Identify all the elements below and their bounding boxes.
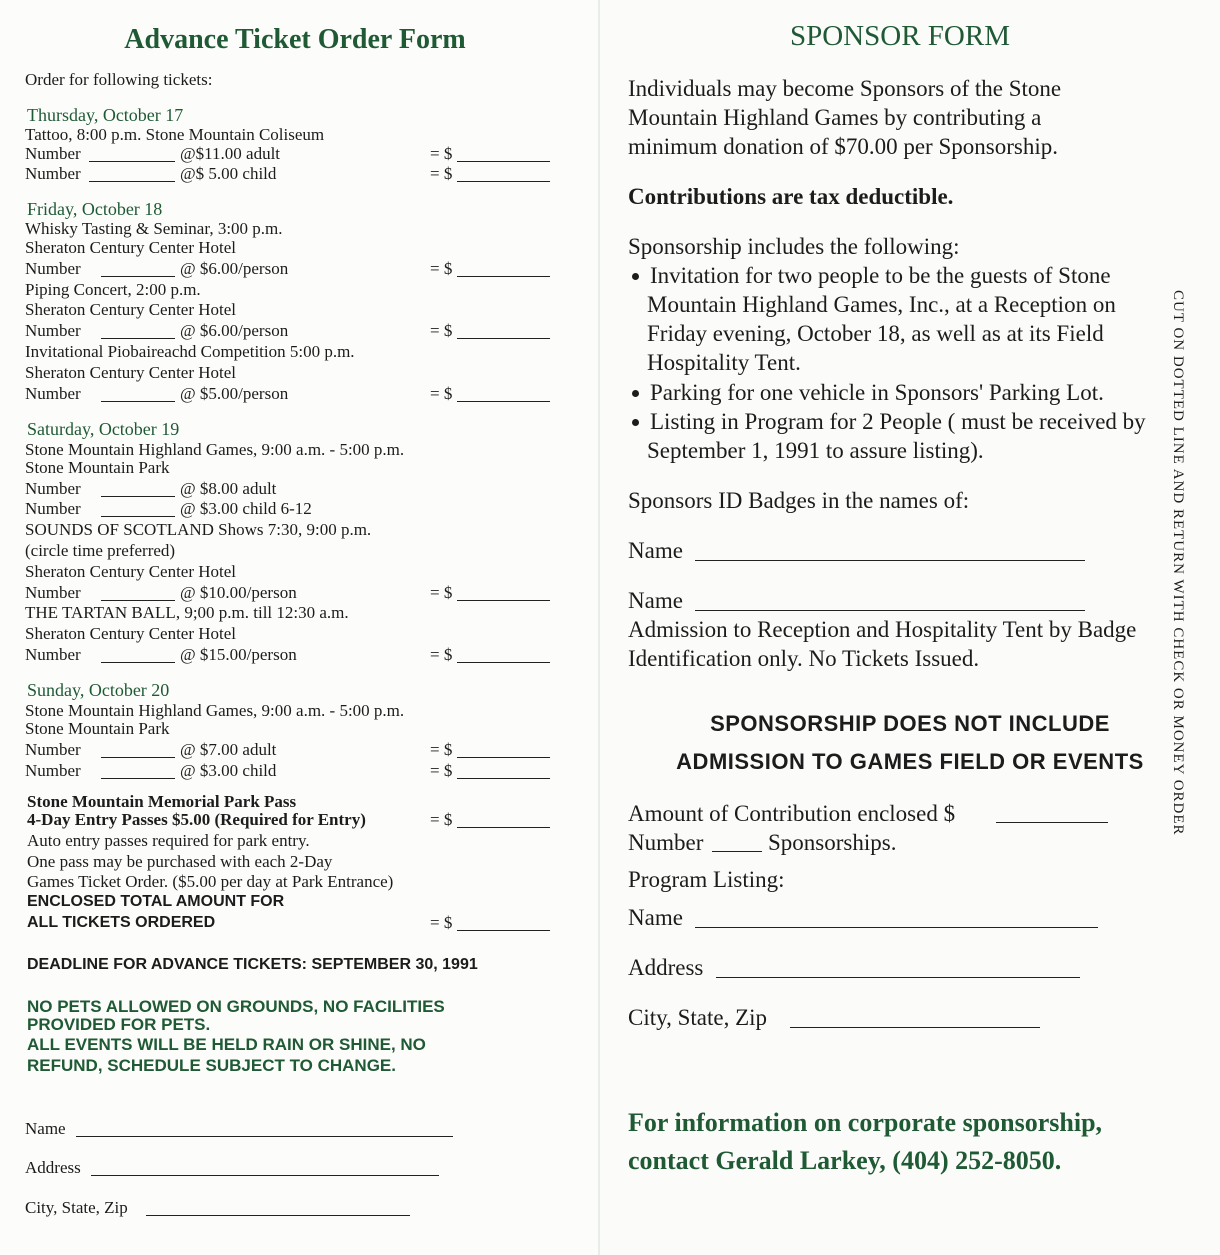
badge-name-field-2[interactable] [695, 610, 1085, 611]
order-row-label: Number [25, 259, 81, 278]
order-row-price: @$ 5.00 child [180, 164, 277, 183]
total-field[interactable] [457, 181, 550, 182]
saturday-event-2: SOUNDS OF SCOTLAND Shows 7:30, 9:00 p.m. [25, 520, 372, 539]
listing-city-field[interactable] [790, 1027, 1040, 1028]
order-row-label: Number [25, 740, 81, 759]
total-field[interactable] [457, 757, 550, 758]
listing-address-label: Address [628, 955, 704, 980]
order-row-total-label: = $ [430, 259, 453, 278]
park-pass-note-2: One pass may be purchased with each 2-Day [27, 852, 333, 871]
bullet-1-line-3: Friday evening, October 18, as well as at its Field [647, 321, 1104, 346]
sponsor-intro-line-3: minimum donation of $70.00 per Sponsorship. [628, 134, 1058, 159]
total-field[interactable] [457, 600, 550, 601]
bullet-icon [632, 273, 639, 280]
order-row-price: @$11.00 adult [180, 144, 281, 163]
order-row-price: @ $15.00/person [180, 645, 297, 664]
badge-name-label: Name [628, 588, 683, 613]
tax-deductible-note: Contributions are tax deductible. [628, 184, 954, 209]
quantity-field[interactable] [101, 600, 175, 601]
badge-name-field-1[interactable] [695, 560, 1085, 561]
enclosed-total-line-2: ALL TICKETS ORDERED [27, 914, 216, 931]
order-row-total-label: = $ [430, 583, 453, 602]
sunday-event: Stone Mountain Highland Games, 9:00 a.m. - 5:00 p.m. [25, 701, 405, 720]
sponsor-form [600, 0, 1200, 1255]
bullet-3-line-1: Listing in Program for 2 People ( must be received by [650, 409, 1146, 434]
total-field[interactable] [457, 161, 550, 162]
order-row-total-label: = $ [430, 645, 453, 664]
bullet-1-line-1: Invitation for two people to be the guests of Stone [650, 263, 1111, 288]
friday-venue-3: Sheraton Century Center Hotel [25, 363, 237, 382]
friday-venue-2: Sheraton Century Center Hotel [25, 300, 237, 319]
corporate-info-line-2: contact Gerald Larkey, (404) 252-8050. [628, 1146, 1062, 1175]
contribution-amount-field[interactable] [996, 822, 1108, 823]
city-state-zip-field[interactable] [146, 1215, 410, 1216]
thursday-event: Tattoo, 8:00 p.m. Stone Mountain Coliseum [25, 125, 325, 144]
sunday-venue: Stone Mountain Park [25, 719, 170, 738]
admission-note-line-2: Identification only. No Tickets Issued. [628, 646, 980, 671]
order-row-label: Number [25, 384, 81, 403]
listing-name-label: Name [628, 905, 683, 930]
enclosed-total-field[interactable] [457, 930, 550, 931]
sponsor-form-title: SPONSOR FORM [789, 20, 1010, 52]
listing-address-field[interactable] [716, 977, 1080, 978]
pets-notice-line-2: PROVIDED FOR PETS. [27, 1015, 211, 1034]
park-pass-heading: Stone Mountain Memorial Park Pass [27, 792, 297, 811]
order-row-total-label: = $ [430, 384, 453, 403]
quantity-field[interactable] [89, 181, 175, 182]
saturday-event-1: Stone Mountain Highland Games, 9:00 a.m. - 5:00 p.m. [25, 440, 405, 459]
thursday-heading: Thursday, October 17 [27, 105, 184, 125]
order-row-total-label: = $ [430, 761, 453, 780]
order-row-total-label: = $ [430, 164, 453, 183]
name-label: Name [25, 1119, 66, 1138]
badges-heading: Sponsors ID Badges in the names of: [628, 488, 970, 513]
order-row-total-label: = $ [430, 740, 453, 759]
saturday-venue-3: Sheraton Century Center Hotel [25, 624, 237, 643]
listing-city-label: City, State, Zip [628, 1005, 768, 1030]
order-row-price: @ $6.00/person [180, 321, 289, 340]
bullet-2: Parking for one vehicle in Sponsors' Parking Lot. [650, 380, 1104, 405]
order-row-price: @ $8.00 adult [180, 479, 277, 498]
sponsorship-number-field[interactable] [712, 851, 762, 852]
order-row-label: Number [25, 144, 81, 163]
quantity-field[interactable] [101, 516, 175, 517]
saturday-note-2: (circle time preferred) [25, 541, 176, 560]
quantity-field[interactable] [89, 161, 175, 162]
total-field[interactable] [457, 778, 550, 779]
total-field[interactable] [457, 662, 550, 663]
deadline-notice: DEADLINE FOR ADVANCE TICKETS: SEPTEMBER 30, 1991 [27, 956, 478, 973]
admission-note-line-1: Admission to Reception and Hospitality Tent by Badge [628, 617, 1137, 642]
order-row-price: @ $3.00 child 6-12 [180, 499, 312, 518]
friday-event-1: Whisky Tasting & Seminar, 3:00 p.m. [25, 219, 283, 238]
friday-event-3: Invitational Piobaireachd Competition 5:00 p.m. [25, 342, 355, 361]
city-state-zip-label: City, State, Zip [25, 1198, 128, 1217]
enclosed-total-label: = $ [430, 913, 453, 932]
pets-notice-line-1: NO PETS ALLOWED ON GROUNDS, NO FACILITIES [27, 997, 445, 1016]
saturday-venue-1: Stone Mountain Park [25, 458, 170, 477]
quantity-field[interactable] [101, 757, 175, 758]
order-row-label: Number [25, 761, 81, 780]
park-pass-subheading: 4-Day Entry Passes $5.00 (Required for Entry) [27, 810, 366, 829]
saturday-heading: Saturday, October 19 [27, 419, 180, 439]
bullet-icon [632, 390, 639, 397]
sunday-heading: Sunday, October 20 [27, 680, 170, 700]
order-row-label: Number [25, 645, 81, 664]
order-row-label: Number [25, 479, 81, 498]
park-pass-total-label: = $ [430, 810, 453, 829]
friday-event-2: Piping Concert, 2:00 p.m. [25, 280, 201, 299]
bullet-1-line-4: Hospitality Tent. [647, 350, 801, 375]
quantity-field[interactable] [101, 401, 175, 402]
rain-notice-line-1: ALL EVENTS WILL BE HELD RAIN OR SHINE, NO [27, 1035, 426, 1054]
quantity-field[interactable] [101, 778, 175, 779]
park-pass-note-3: Games Ticket Order. ($5.00 per day at Park Entrance) [27, 872, 394, 891]
enclosed-total-line-1: ENCLOSED TOTAL AMOUNT FOR [27, 893, 285, 910]
margin-instruction [1172, 0, 1202, 1255]
address-field[interactable] [91, 1175, 439, 1176]
badge-name-label: Name [628, 538, 683, 563]
total-field[interactable] [457, 401, 550, 402]
quantity-field[interactable] [101, 276, 175, 277]
order-row-label: Number [25, 164, 81, 183]
order-row-label: Number [25, 321, 81, 340]
sponsorship-number-label: Number [628, 830, 704, 855]
listing-name-field[interactable] [695, 927, 1098, 928]
corporate-info-line-1: For information on corporate sponsorship, [628, 1108, 1103, 1137]
sponsorships-label: Sponsorships. [768, 830, 897, 855]
total-field[interactable] [457, 338, 550, 339]
saturday-venue-2: Sheraton Century Center Hotel [25, 562, 237, 581]
friday-heading: Friday, October 18 [27, 199, 163, 219]
exclusion-line-1: SPONSORSHIP DOES NOT INCLUDE [710, 711, 1110, 736]
quantity-field[interactable] [101, 662, 175, 663]
bullet-1-line-2: Mountain Highland Games, Inc., at a Reception on [647, 292, 1116, 317]
order-row-label: Number [25, 499, 81, 518]
bullet-icon [632, 419, 639, 426]
rain-notice-line-2: REFUND, SCHEDULE SUBJECT TO CHANGE. [27, 1056, 396, 1075]
ticket-form-title: Advance Ticket Order Form [124, 24, 466, 55]
ticket-order-form [0, 0, 600, 1255]
order-row-price: @ $5.00/person [180, 384, 289, 403]
park-pass-note-1: Auto entry passes required for park entry. [27, 831, 310, 850]
order-row-total-label: = $ [430, 321, 453, 340]
order-row-price: @ $3.00 child [180, 761, 277, 780]
sponsor-intro-line-2: Mountain Highland Games by contributing a [628, 105, 1042, 130]
quantity-field[interactable] [101, 338, 175, 339]
bullet-3-line-2: September 1, 1991 to assure listing). [647, 438, 984, 463]
exclusion-line-2: ADMISSION TO GAMES FIELD OR EVENTS [676, 749, 1144, 774]
address-label: Address [25, 1158, 81, 1177]
margin-instruction-text: CUT ON DOTTED LINE AND RETURN WITH CHECK OR MONEY ORDER [1170, 290, 1186, 836]
sponsor-intro-line-1: Individuals may become Sponsors of the Stone [628, 76, 1062, 101]
name-field[interactable] [76, 1136, 453, 1137]
order-row-price: @ $7.00 adult [180, 740, 277, 759]
includes-heading: Sponsorship includes the following: [628, 234, 960, 259]
contribution-amount-label: Amount of Contribution enclosed $ [628, 801, 956, 826]
quantity-field[interactable] [101, 496, 175, 497]
park-pass-total-field[interactable] [457, 827, 550, 828]
friday-venue-1: Sheraton Century Center Hotel [25, 238, 237, 257]
total-field[interactable] [457, 276, 550, 277]
order-row-price: @ $10.00/person [180, 583, 297, 602]
program-listing-label: Program Listing: [628, 867, 785, 892]
order-row-label: Number [25, 583, 81, 602]
order-row-price: @ $6.00/person [180, 259, 289, 278]
order-row-total-label: = $ [430, 144, 453, 163]
ticket-form-intro: Order for following tickets: [25, 70, 213, 89]
saturday-event-3: THE TARTAN BALL, 9;00 p.m. till 12:30 a.m. [25, 603, 349, 622]
